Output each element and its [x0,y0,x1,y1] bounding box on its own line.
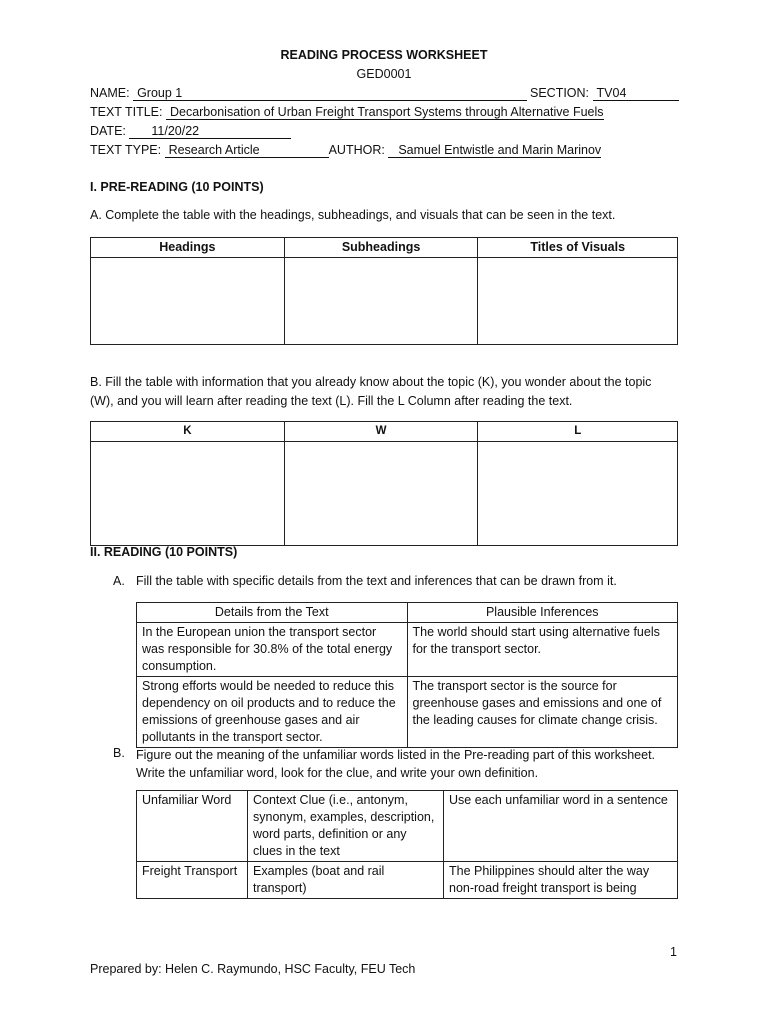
text-title-row [90,105,604,120]
reading-b-line1: Figure out the meaning of the unfamiliar words listed in the Pre-reading part of this worksheet. [136,748,656,762]
pre-reading-a-instruction: A. Complete the table with the headings, subheadings, and visuals that can be seen in the text. [90,208,616,222]
name-value: Group 1 [133,86,527,101]
unfamiliar-word-header: Unfamiliar Word [137,791,248,862]
reading-b-marker: B. [113,746,125,760]
headings-table [90,237,678,345]
reading-a-instruction: Fill the table with specific details from the text and inferences that can be drawn from it. [136,574,617,588]
reading-b-instruction [136,746,655,782]
inference-cell-1: The world should start using alternative fuels for the transport sector. [407,623,678,677]
text-title-value: Decarbonisation of Urban Freight Transport Systems through Alternative Fuels [166,105,604,120]
headings-cell[interactable] [91,258,285,345]
subheadings-cell[interactable] [284,258,478,345]
context-clue-header: Context Clue (i.e., antonym, synonym, examples, description, word parts, definition or any clues in the text [248,791,444,862]
reading-a-marker: A. [113,574,125,588]
inferences-header: Plausible Inferences [407,603,678,623]
text-type-row [90,143,601,158]
w-header: W [284,422,478,442]
l-cell[interactable] [478,442,678,546]
b-instruction-line1: B. Fill the table with information that you already know about the topic (K), you wonder about the topic [90,375,652,389]
k-cell[interactable] [91,442,285,546]
vocab-word-cell: Freight Transport [137,862,248,899]
prepared-by: Prepared by: Helen C. Raymundo, HSC Faculty, FEU Tech [90,962,416,976]
date-row [90,124,291,139]
details-header: Details from the Text [137,603,408,623]
inference-cell-2: The transport sector is the source for greenhouse gases and emissions and one of the leading causes for climate change crisis. [407,677,678,748]
text-type-value: Research Article [165,143,329,158]
l-header: L [478,422,678,442]
w-cell[interactable] [284,442,478,546]
pre-reading-heading: I. PRE-READING (10 POINTS) [90,180,264,194]
detail-cell-1: In the European union the transport sector was responsible for 30.8% of the total energy consumption. [137,623,408,677]
text-title-label: TEXT TITLE: [90,105,163,119]
kwl-table [90,421,678,546]
section-value: TV04 [593,86,679,101]
vocab-clue-cell: Examples (boat and rail transport) [248,862,444,899]
author-label: AUTHOR: [328,143,385,157]
name-label: NAME: [90,86,130,100]
reading-heading: II. READING (10 POINTS) [90,545,238,559]
course-code: GED0001 [356,67,412,81]
vocab-table [136,790,678,899]
details-table [136,602,678,748]
page-number: 1 [670,945,677,959]
date-label: DATE: [90,124,126,138]
section-label: SECTION: [530,86,590,100]
titles-of-visuals-header: Titles of Visuals [478,238,678,258]
detail-cell-2: Strong efforts would be needed to reduce this dependency on oil products and to reduce the emissions of greenhouse gases and air pollutants in the transport sector. [137,677,408,748]
sentence-header: Use each unfamiliar word in a sentence [444,791,678,862]
date-value: 11/20/22 [129,124,291,139]
worksheet-title: READING PROCESS WORKSHEET [280,48,488,62]
name-row [90,86,527,101]
headings-header: Headings [91,238,285,258]
vocab-sentence-cell: The Philippines should alter the way non-road freight transport is being [444,862,678,899]
titles-of-visuals-cell[interactable] [478,258,678,345]
subheadings-header: Subheadings [284,238,478,258]
pre-reading-b-instruction [90,373,651,411]
k-header: K [91,422,285,442]
text-type-label: TEXT TYPE: [90,143,162,157]
reading-b-line2: Write the unfamiliar word, look for the clue, and write your own definition. [136,766,539,780]
section-row [530,86,679,101]
author-value: Samuel Entwistle and Marin Marinov [388,143,601,158]
b-instruction-line2: (W), and you will learn after reading the text (L). Fill the L Column after reading the text. [90,394,573,408]
